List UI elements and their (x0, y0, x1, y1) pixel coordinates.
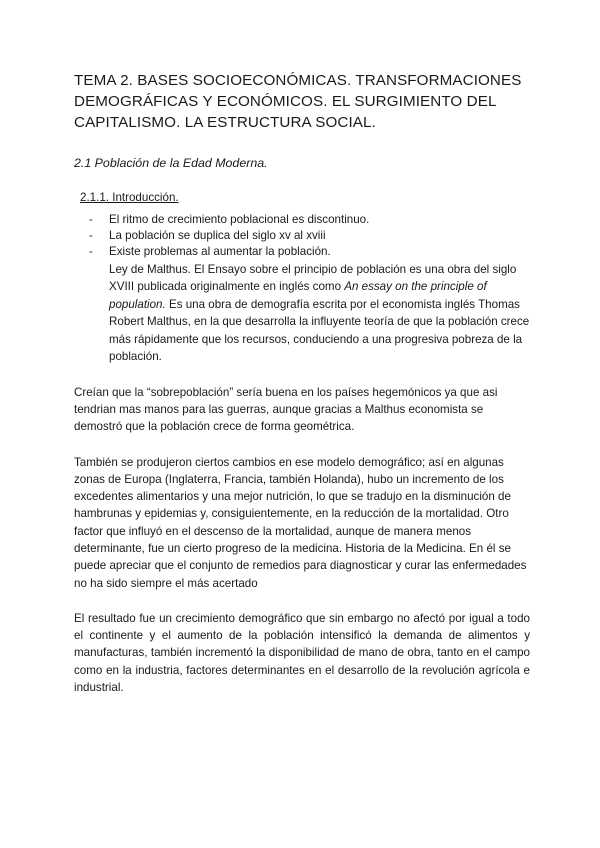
paragraph-resultado: El resultado fue un crecimiento demográfico que sin embargo no afectó por igual a todo el continente y el aumento de la población intensificó la demanda de alimentos y manufacturas, también incrementó la disponibilidad de mano de obra, tanto en el campo como en la industria, factores determinantes en el desarrollo de la revolución agrícola e industrial. (74, 611, 530, 695)
malthus-text-part1: Ley de Malthus. El Ensayo sobre el principio de población es una obra del siglo XVIII publicada originalmente en inglés como (109, 262, 517, 294)
malthus-book-title: An essay on the principle of population. (109, 280, 487, 311)
malthus-text-part2: Es una obra de demografía escrita por el economista inglés Thomas Robert Malthus, en la que desarrolla la influyente teoría de que la población crece más rápidamente que los recursos, conduciendo a una progresiva pobreza de la población. (109, 297, 530, 364)
section-heading: 2.1 Población de la Edad Moderna. (74, 156, 268, 170)
paragraph-cambios-demograficos: También se produjeron ciertos cambios en ese modelo demográfico; así en algunas zonas de Europa (Inglaterra, Francia, también Holanda), hubo un incremento de los excedentes alimentarios y una mejor nutrición, lo que se tradujo en la disminución de hambrunas y epidemias y, consiguientemente, en la reducción de la mortalidad. Otro factor que influyó en el descenso de la mortalidad, aunque de manera menos determinante, fue un cierto progreso de la medicina. Historia de la Medicina. En él se puede apreciar que el conjunto de remedios para diagnosticar y curar las enfermedades no ha sido siempre el más acertado (74, 455, 527, 590)
bullet-item: - El ritmo de crecimiento poblacional es discontinuo. (74, 212, 530, 228)
malthus-paragraph (109, 261, 530, 366)
document-title: TEMA 2. BASES SOCIOECONÓMICAS. TRANSFORMACIONES DEMOGRÁFICAS Y ECONÓMICOS. EL SURGIMIENTO DEL CAPITALISMO. LA ESTRUCTURA SOCIAL. (74, 72, 522, 131)
bullet-item: - Existe problemas al aumentar la población. (74, 244, 530, 260)
bullet-list (74, 212, 530, 261)
document-page (74, 70, 530, 696)
subsection-heading: 2.1.1. Introducción. (80, 191, 179, 204)
bullet-item: - La población se duplica del siglo xv al xviii (74, 228, 530, 244)
paragraph-sobrepoblacion: Creían que la “sobrepoblación” sería buena en los países hegemónicos ya que asi tendrian mas manos para las guerras, aunque gracias a Malthus economista se demostró que la población crece de forma geométrica. (74, 385, 498, 434)
